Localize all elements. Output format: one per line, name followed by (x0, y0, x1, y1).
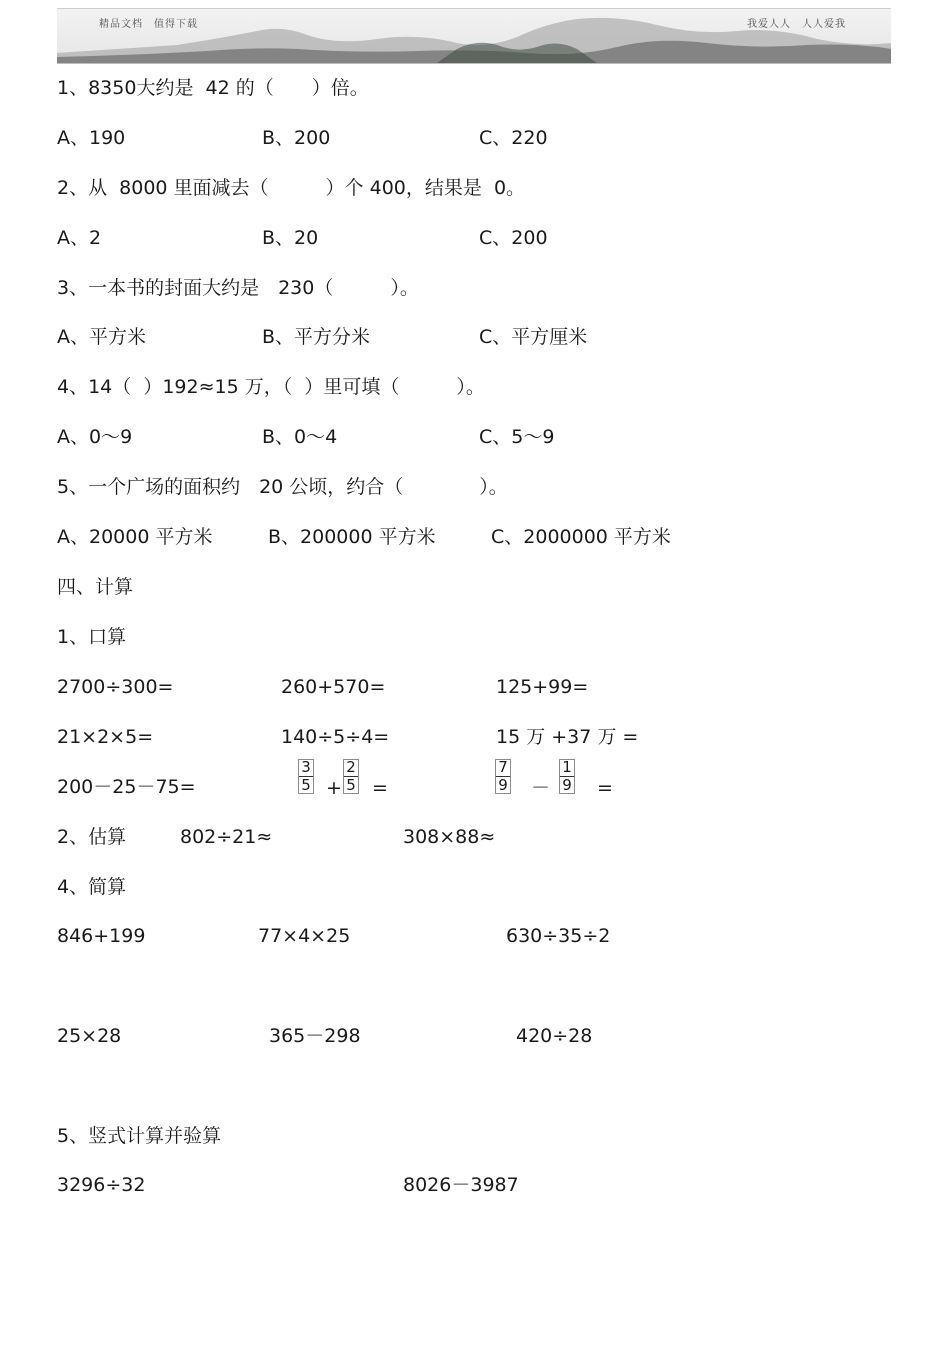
fraction-3-5: $\frac{3}{5}$ (298, 759, 314, 794)
estimate-item: 308×88≈ (403, 826, 496, 848)
estimate-title: 2、估算 (57, 826, 127, 848)
fraction-1-9: $\frac{1}{9}$ (559, 759, 575, 794)
question-5-stem: 5、一个广场的面积约 20 公顷，约合（ ）。 (57, 476, 508, 498)
simplify-item: 420÷28 (516, 1025, 593, 1047)
estimate-item: 802÷21≈ (180, 826, 273, 848)
fraction-equals: = (597, 777, 613, 799)
banner-left-text: 精品文档 值得下载 (99, 19, 198, 30)
simplify-item: 846+199 (57, 925, 146, 947)
question-2-option-b: B、20 (262, 227, 319, 249)
oral-calc-title: 1、口算 (57, 626, 127, 648)
simplify-item: 630÷35÷2 (506, 925, 611, 947)
section-4-heading: 四、计算 (57, 576, 134, 598)
question-3-option-b: B、平方分米 (262, 326, 371, 348)
simplify-item: 25×28 (57, 1025, 122, 1047)
question-2-stem: 2、从 8000 里面减去（ ）个 400，结果是 0。 (57, 177, 526, 199)
question-5-option-c: C、2000000 平方米 (491, 526, 671, 548)
question-4-option-a: A、0～9 (57, 426, 133, 448)
oral-item: 125+99= (496, 676, 589, 698)
oral-item: 200－25－75= (57, 776, 196, 798)
question-3-option-c: C、平方厘米 (479, 326, 588, 348)
vertical-calc-item: 3296÷32 (57, 1174, 146, 1196)
fraction-operator-plus: + (326, 777, 342, 799)
fraction-equals: = (372, 777, 388, 799)
vertical-calc-item: 8026－3987 (403, 1174, 519, 1196)
fraction-7-9: $\frac{7}{9}$ (495, 759, 511, 794)
question-4-option-b: B、0～4 (262, 426, 338, 448)
question-1-option-b: B、200 (262, 127, 331, 149)
question-4-stem: 4、14（ ）192≈15 万，（ ）里可填（ ）。 (57, 376, 485, 398)
question-5-option-b: B、200000 平方米 (268, 526, 436, 548)
oral-item: 21×2×5= (57, 726, 154, 748)
banner-right-text: 我爱人人 人人爱我 (747, 19, 846, 30)
oral-item: 2700÷300= (57, 676, 174, 698)
simplify-item: 77×4×25 (258, 925, 351, 947)
question-3-option-a: A、平方米 (57, 326, 146, 348)
fraction-2-5: $\frac{2}{5}$ (343, 759, 359, 794)
fraction-operator-minus: － (531, 777, 551, 799)
question-4-option-c: C、5～9 (479, 426, 555, 448)
oral-item: 260+570= (281, 676, 386, 698)
question-1-option-c: C、220 (479, 127, 548, 149)
oral-item: 15 万 +37 万 = (496, 726, 639, 748)
simplify-title: 4、简算 (57, 876, 127, 898)
question-1-option-a: A、190 (57, 127, 126, 149)
question-2-option-a: A、2 (57, 227, 102, 249)
oral-item: 140÷5÷4= (281, 726, 390, 748)
vertical-calc-title: 5、竖式计算并验算 (57, 1125, 222, 1147)
question-5-option-a: A、20000 平方米 (57, 526, 213, 548)
simplify-item: 365－298 (269, 1025, 361, 1047)
question-2-option-c: C、200 (479, 227, 548, 249)
question-3-stem: 3、一本书的封面大约是 230（ ）。 (57, 277, 419, 299)
question-1-stem: 1、8350大约是 42 的（ ）倍。 (57, 77, 369, 99)
header-banner (57, 8, 891, 64)
